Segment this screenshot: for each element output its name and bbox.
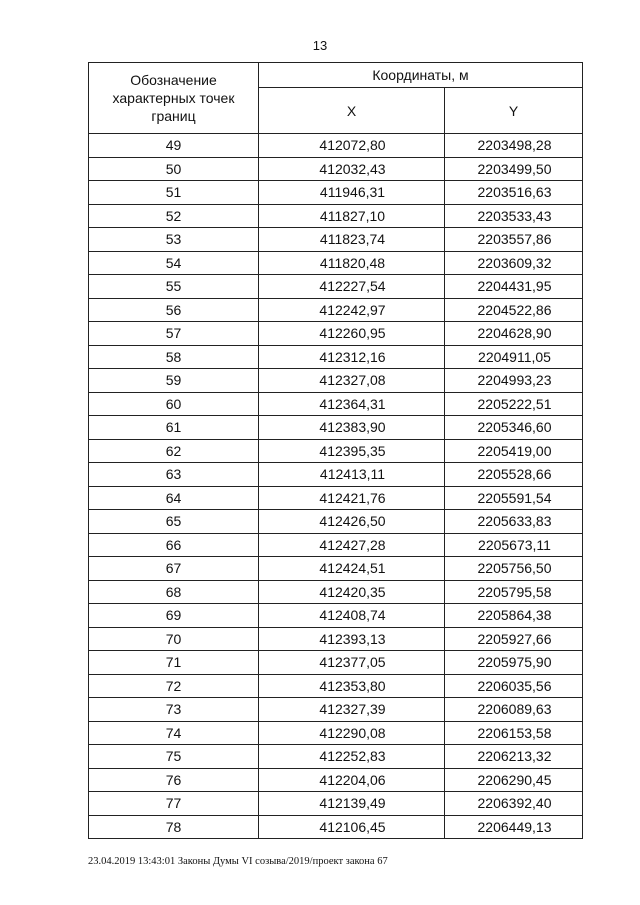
x-cell: 412377,05 [259,651,445,675]
x-cell: 412260,95 [259,322,445,346]
point-cell: 73 [89,698,259,722]
coordinates-table [88,62,583,839]
table-row [89,392,583,416]
x-cell: 412395,35 [259,439,445,463]
table-row [89,510,583,534]
table-row [89,698,583,722]
x-cell: 412364,31 [259,392,445,416]
point-cell: 49 [89,134,259,158]
y-cell: 2203557,86 [445,228,583,252]
table-row [89,157,583,181]
y-cell: 2205927,66 [445,627,583,651]
table-row [89,674,583,698]
table-row [89,768,583,792]
point-cell: 51 [89,181,259,205]
table-row [89,439,583,463]
x-cell: 411946,31 [259,181,445,205]
x-cell: 412290,08 [259,721,445,745]
y-cell: 2203498,28 [445,134,583,158]
y-cell: 2204522,86 [445,298,583,322]
y-cell: 2206290,45 [445,768,583,792]
point-cell: 61 [89,416,259,440]
table-row [89,251,583,275]
x-cell: 412383,90 [259,416,445,440]
table-body [89,134,583,839]
x-cell: 411820,48 [259,251,445,275]
point-cell: 74 [89,721,259,745]
y-cell: 2206089,63 [445,698,583,722]
y-cell: 2203533,43 [445,204,583,228]
x-cell: 411823,74 [259,228,445,252]
y-cell: 2206392,40 [445,792,583,816]
table-row [89,557,583,581]
point-cell: 59 [89,369,259,393]
point-cell: 76 [89,768,259,792]
point-cell: 50 [89,157,259,181]
table-row [89,721,583,745]
x-cell: 412408,74 [259,604,445,628]
x-cell: 412426,50 [259,510,445,534]
table-row [89,275,583,299]
y-cell: 2205756,50 [445,557,583,581]
table-row [89,580,583,604]
point-cell: 57 [89,322,259,346]
x-cell: 412421,76 [259,486,445,510]
table-row [89,228,583,252]
x-cell: 412139,49 [259,792,445,816]
table-row [89,298,583,322]
point-cell: 62 [89,439,259,463]
table-row [89,486,583,510]
y-cell: 2204993,23 [445,369,583,393]
y-cell: 2206035,56 [445,674,583,698]
point-cell: 54 [89,251,259,275]
y-cell: 2205864,38 [445,604,583,628]
y-cell: 2206449,13 [445,815,583,839]
y-cell: 2205419,00 [445,439,583,463]
document-footer: 23.04.2019 13:43:01 Законы Думы VI созыва/2019/проект закона 67 [88,856,388,867]
point-cell: 53 [89,228,259,252]
point-cell: 58 [89,345,259,369]
x-cell: 412327,39 [259,698,445,722]
point-cell: 56 [89,298,259,322]
x-cell: 412032,43 [259,157,445,181]
point-cell: 67 [89,557,259,581]
y-cell: 2205975,90 [445,651,583,675]
point-cell: 63 [89,463,259,487]
point-cell: 64 [89,486,259,510]
x-cell: 412427,28 [259,533,445,557]
point-cell: 55 [89,275,259,299]
y-cell: 2206213,32 [445,745,583,769]
y-cell: 2203609,32 [445,251,583,275]
table-row [89,815,583,839]
header-coordinates: Координаты, м [259,63,583,88]
x-cell: 412353,80 [259,674,445,698]
page-number: 13 [312,38,328,53]
y-cell: 2205591,54 [445,486,583,510]
y-cell: 2203499,50 [445,157,583,181]
point-cell: 70 [89,627,259,651]
point-cell: 68 [89,580,259,604]
point-cell: 60 [89,392,259,416]
y-cell: 2206153,58 [445,721,583,745]
x-cell: 412327,08 [259,369,445,393]
y-cell: 2204628,90 [445,322,583,346]
point-cell: 72 [89,674,259,698]
y-cell: 2205795,58 [445,580,583,604]
table-row [89,463,583,487]
table-row [89,181,583,205]
x-cell: 412420,35 [259,580,445,604]
table-row [89,134,583,158]
x-cell: 412413,11 [259,463,445,487]
table-row [89,745,583,769]
table-row [89,627,583,651]
point-cell: 78 [89,815,259,839]
y-cell: 2204431,95 [445,275,583,299]
table-row [89,792,583,816]
table-row [89,533,583,557]
point-cell: 75 [89,745,259,769]
point-cell: 71 [89,651,259,675]
point-cell: 66 [89,533,259,557]
y-cell: 2203516,63 [445,181,583,205]
point-cell: 77 [89,792,259,816]
header-x: X [259,88,445,134]
y-cell: 2204911,05 [445,345,583,369]
header-y: Y [445,88,583,134]
x-cell: 412072,80 [259,134,445,158]
table-row [89,651,583,675]
x-cell: 412393,13 [259,627,445,651]
table-row [89,604,583,628]
y-cell: 2205346,60 [445,416,583,440]
x-cell: 411827,10 [259,204,445,228]
table-row [89,345,583,369]
x-cell: 412204,06 [259,768,445,792]
x-cell: 412227,54 [259,275,445,299]
x-cell: 412242,97 [259,298,445,322]
point-cell: 65 [89,510,259,534]
y-cell: 2205222,51 [445,392,583,416]
table-row [89,369,583,393]
table-row [89,322,583,346]
y-cell: 2205673,11 [445,533,583,557]
x-cell: 412312,16 [259,345,445,369]
y-cell: 2205528,66 [445,463,583,487]
x-cell: 412424,51 [259,557,445,581]
y-cell: 2205633,83 [445,510,583,534]
point-cell: 52 [89,204,259,228]
header-point-label: Обозначение характерных точек границ [89,63,259,134]
x-cell: 412106,45 [259,815,445,839]
x-cell: 412252,83 [259,745,445,769]
point-cell: 69 [89,604,259,628]
table-row [89,416,583,440]
table-row [89,204,583,228]
